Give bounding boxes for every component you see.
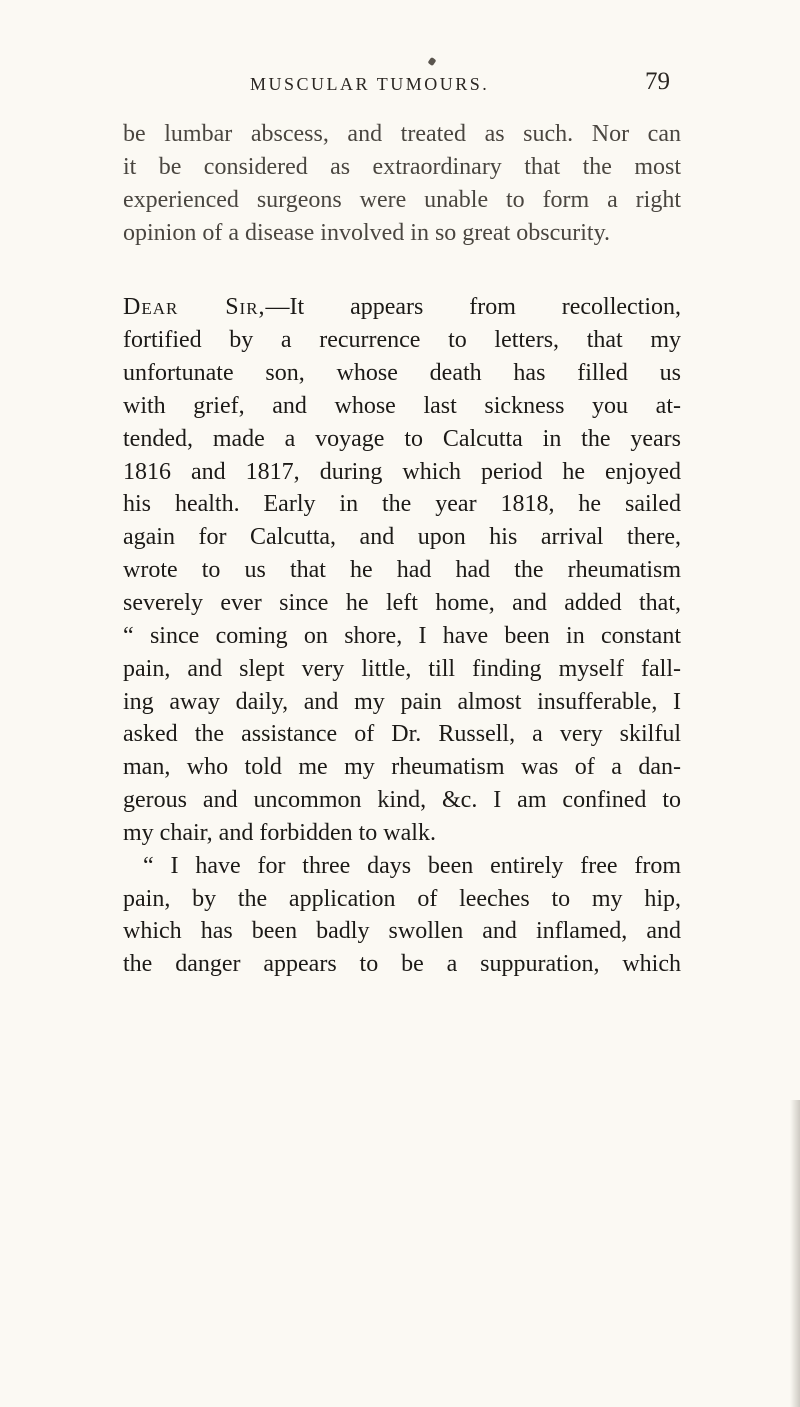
text-line: wrote to us that he had had the rheumatism	[123, 557, 681, 584]
text-line: fortified by a recurrence to letters, that my	[123, 327, 681, 354]
text-line: asked the assistance of Dr. Russell, a very skilful	[123, 721, 681, 748]
paragraph-gap	[123, 249, 681, 291]
text-line: again for Calcutta, and upon his arrival there,	[123, 524, 681, 551]
text-line: it be considered as extraordinary that the most	[123, 153, 681, 180]
text-line: 1816 and 1817, during which period he enjoyed	[123, 458, 681, 485]
text-line: ing away daily, and my pain almost insufferable, I	[123, 688, 681, 715]
text-line: experienced surgeons were unable to form a right	[123, 186, 681, 213]
text-line: his health. Early in the year 1818, he sailed	[123, 491, 681, 518]
paragraph-continuation	[123, 118, 681, 249]
text-line: tended, made a voyage to Calcutta in the years	[123, 425, 681, 452]
text-line: unfortunate son, whose death has filled us	[123, 360, 681, 387]
letter-paragraph	[123, 291, 681, 849]
text-line: opinion of a disease involved in so great obscurity.	[123, 219, 611, 246]
text-line: “ I have for three days been entirely free from	[143, 852, 681, 879]
text-line: the danger appears to be a suppuration, which	[123, 951, 681, 978]
text-line: man, who told me my rheumatism was of a dan-	[123, 754, 681, 781]
text-line: my chair, and forbidden to walk.	[123, 819, 436, 846]
text-line: with grief, and whose last sickness you at-	[123, 392, 681, 419]
text-line: which has been badly swollen and inflamed, and	[123, 918, 681, 945]
running-head: MUSCULAR TUMOURS.	[250, 74, 490, 94]
page-number: 79	[645, 68, 670, 95]
letter-opening-line	[123, 291, 681, 324]
body-text	[123, 118, 681, 981]
text-line: pain, and slept very little, till finding myself fall-	[123, 655, 681, 682]
quoted-paragraph	[123, 850, 681, 981]
page-header	[250, 60, 670, 100]
text-line: severely ever since he left home, and added that,	[123, 589, 681, 616]
text-line: be lumbar abscess, and treated as such. Nor can	[123, 121, 681, 147]
opening-text: —It appears from recollection,	[265, 294, 681, 321]
text-line: gerous and uncommon kind, &c. I am confined to	[123, 787, 681, 814]
text-line: “ since coming on shore, I have been in constant	[123, 622, 681, 649]
salutation: Dear Sir,	[123, 294, 266, 321]
page-edge-shadow	[790, 1100, 800, 1407]
text-line: pain, by the application of leeches to my hip,	[123, 885, 681, 912]
